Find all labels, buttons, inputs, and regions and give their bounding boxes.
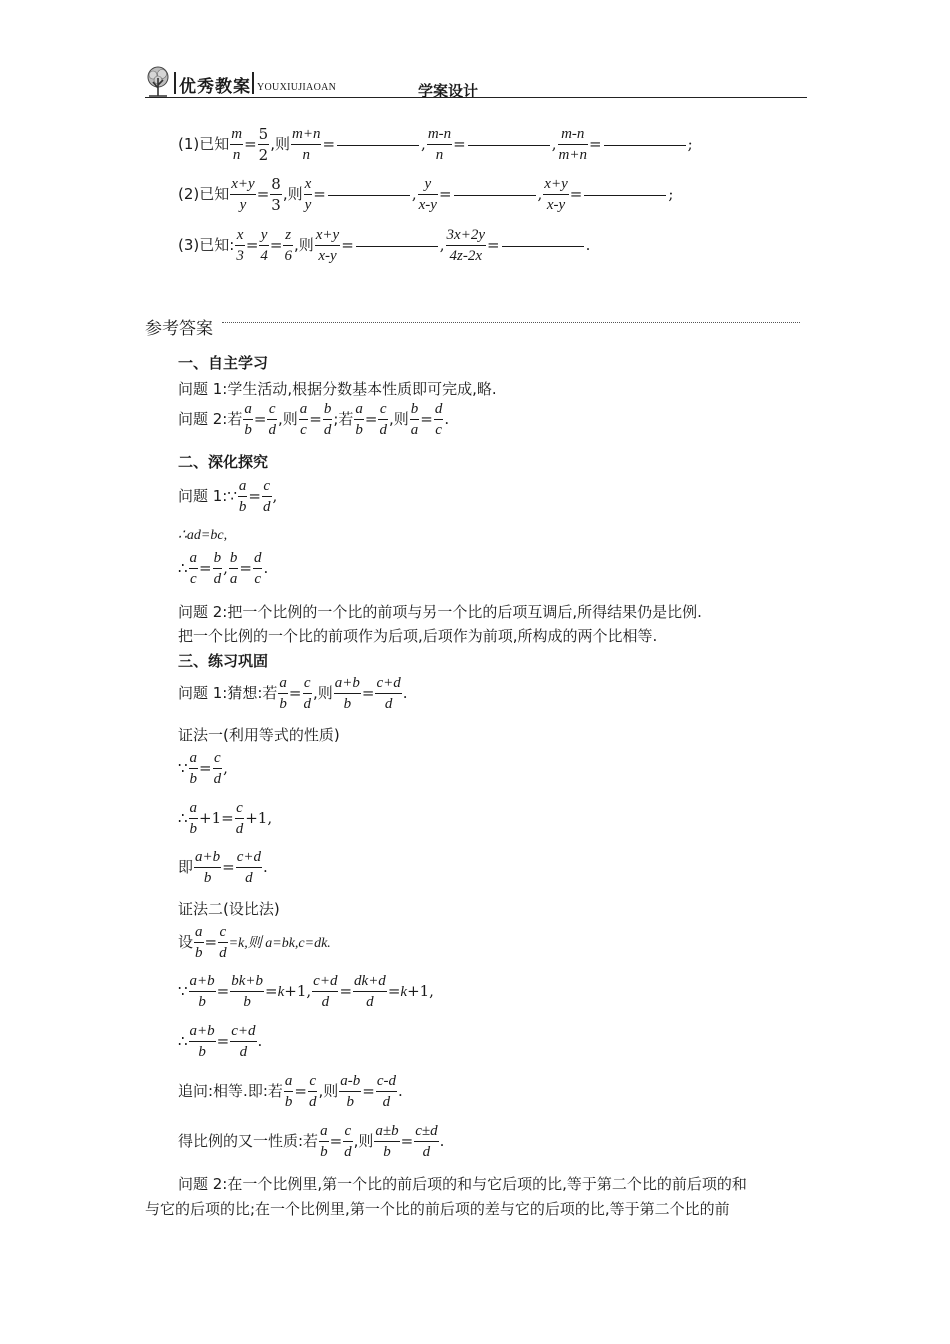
answer-q1b: 问题 1:∵ $\frac{a}{b}$ = $\frac{c}{d}$ , [178, 478, 278, 515]
therefore-symbol: ∴ [178, 559, 188, 577]
answer-q1: 问题 1:学生活动,根据分数基本性质即可完成,略. [178, 380, 497, 398]
proof-1-step-1: ∵ $\frac{a}{b}$ = $\frac{c}{d}$ , [178, 750, 228, 787]
since-symbol: ∵ [178, 759, 188, 777]
exercise-label: (1)已知 [178, 135, 230, 153]
proof-2-step-2: ∵ $\frac{a+b}{b}$ = $\frac{bk+b}{b}$ =k+1, $\frac{c+d}{d}$ = $\frac{dk+d}{d}$ =k+1, [178, 973, 434, 1010]
exercise-label: (3)已知: [178, 236, 235, 254]
answer-q2b: 问题 2:把一个比例的一个比的前项与另一个比的后项互调后,所得结果仍是比例. [178, 603, 702, 621]
q1b-prefix: 问题 1:∵ [178, 487, 237, 505]
followup: 追问:相等.即:若 $\frac{a}{b}$ = $\frac{c}{d}$ ,则 $\frac{a-b}{b}$ = $\frac{c-d}{d}$ . [178, 1073, 403, 1110]
property-prefix: 得比例的又一性质:若 [178, 1132, 319, 1150]
header-divider [174, 72, 176, 94]
answers-dotted-rule [222, 322, 800, 323]
answer-q2b-2: 把一个比例的一个比的前项作为后项,后项作为前项,所构成的两个比相等. [178, 627, 658, 645]
answer-q2: 问题 2:若 $\frac{a}{b}$ = $\frac{c}{d}$ ,则 $\frac{a}{c}$ = $\frac{b}{d}$ ;若 $\frac{a}{b}$ = $\frac{c}{d}$ ,则 $\frac{b}{a}$ = $\frac{d}{c}$ . [178, 401, 450, 438]
she-label: 设 [178, 933, 194, 951]
section-3-title: 三、练习巩固 [178, 652, 269, 670]
answer-blank[interactable] [604, 144, 686, 146]
proof-2-step-3: ∴ $\frac{a+b}{b}$ = $\frac{c+d}{d}$ . [178, 1023, 263, 1060]
she-tail: =k,则 a=bk,c=dk. [228, 936, 331, 951]
ji-label: 即 [178, 858, 194, 876]
header-rule [145, 97, 807, 98]
answer-q2c-line-1: 问题 2:在一个比例里,第一个比的前后项的和与它后项的比,等于第二个比的前后项的和 [178, 1175, 747, 1193]
proof-1-title: 证法一(利用等式的性质) [178, 726, 340, 744]
answer-blank[interactable] [356, 245, 438, 247]
since-symbol: ∵ [178, 982, 188, 1000]
q2-prefix: 问题 2:若 [178, 410, 243, 428]
answer-blank[interactable] [584, 194, 666, 196]
answers-title: 参考答案 [145, 319, 213, 339]
answer-therefore: ∴ $\frac{a}{c}$ = $\frac{b}{d}$ , $\frac{b}{a}$ = $\frac{d}{c}$ . [178, 550, 269, 587]
tree-logo-icon [143, 66, 173, 98]
exercise-then: ,则 [293, 236, 314, 254]
section-1-title: 一、自主学习 [178, 354, 269, 372]
answer-blank[interactable] [468, 144, 550, 146]
answer-blank[interactable] [502, 245, 584, 247]
followup-prefix: 追问:相等.即:若 [178, 1082, 283, 1100]
brand-name: 优秀教案 [179, 77, 251, 97]
exercise-then: ,则 [282, 185, 303, 203]
property: 得比例的又一性质:若 $\frac{a}{b}$ = $\frac{c}{d}$ ,则 $\frac{a\pm b}{b}$ = $\frac{c\pm d}{d}$ . [178, 1123, 445, 1160]
answer-blank[interactable] [454, 194, 536, 196]
proof-1-step-3: 即 $\frac{a+b}{b}$ = $\frac{c+d}{d}$ . [178, 849, 268, 886]
section-2-title: 二、深化探究 [178, 453, 269, 471]
therefore-symbol: ∴ [178, 809, 188, 827]
brand-name-en: YOUXIUJIAOAN [257, 82, 337, 93]
q1c-prefix: 问题 1:猜想:若 [178, 684, 278, 702]
exercise-1: (1)已知 $\frac{m}{n}$ = $\frac{5}{2}$ ,则 $\frac{m+n}{n}$ = , $\frac{m-n}{n}$ = , $\frac{m-n}{m+n}$ = ; [178, 125, 693, 164]
answer-adbc: ∴ad=bc, [178, 528, 228, 543]
answer-q1c: 问题 1:猜想:若 $\frac{a}{b}$ = $\frac{c}{d}$ ,则 $\frac{a+b}{b}$ = $\frac{c+d}{d}$ . [178, 675, 408, 712]
answer-q2c-line-2: 与它的后项的比;在一个比例里,第一个比的前后项的差与它的后项的比,等于第二个比的前 [145, 1200, 730, 1218]
proof-1-step-2: ∴ $\frac{a}{b}$ +1= $\frac{c}{d}$ +1, [178, 800, 273, 837]
header-divider-2 [252, 72, 254, 94]
proof-2-step-1: 设 $\frac{a}{b}$ = $\frac{c}{d}$ =k,则 a=bk,c=dk. [178, 924, 331, 961]
answer-blank[interactable] [328, 194, 410, 196]
proof-2-title: 证法二(设比法) [178, 900, 280, 918]
exercise-3: (3)已知: $\frac{x}{3}$ = $\frac{y}{4}$ = $\frac{z}{6}$ ,则 $\frac{x+y}{x-y}$ = , $\frac{3x+2y}{4z-2x}$ = . [178, 227, 591, 264]
exercise-label: (2)已知 [178, 185, 230, 203]
answer-blank[interactable] [337, 144, 419, 146]
therefore-symbol: ∴ [178, 1032, 188, 1050]
exercise-2: (2)已知 $\frac{x+y}{y}$ = $\frac{8}{3}$ ,则 $\frac{x}{y}$ = , $\frac{y}{x-y}$ = , $\frac{x+y}{x-y}$ = ; [178, 175, 674, 214]
page-header [143, 66, 807, 100]
page-title: 学案设计 [418, 82, 479, 100]
exercise-then: ,则 [270, 135, 290, 153]
